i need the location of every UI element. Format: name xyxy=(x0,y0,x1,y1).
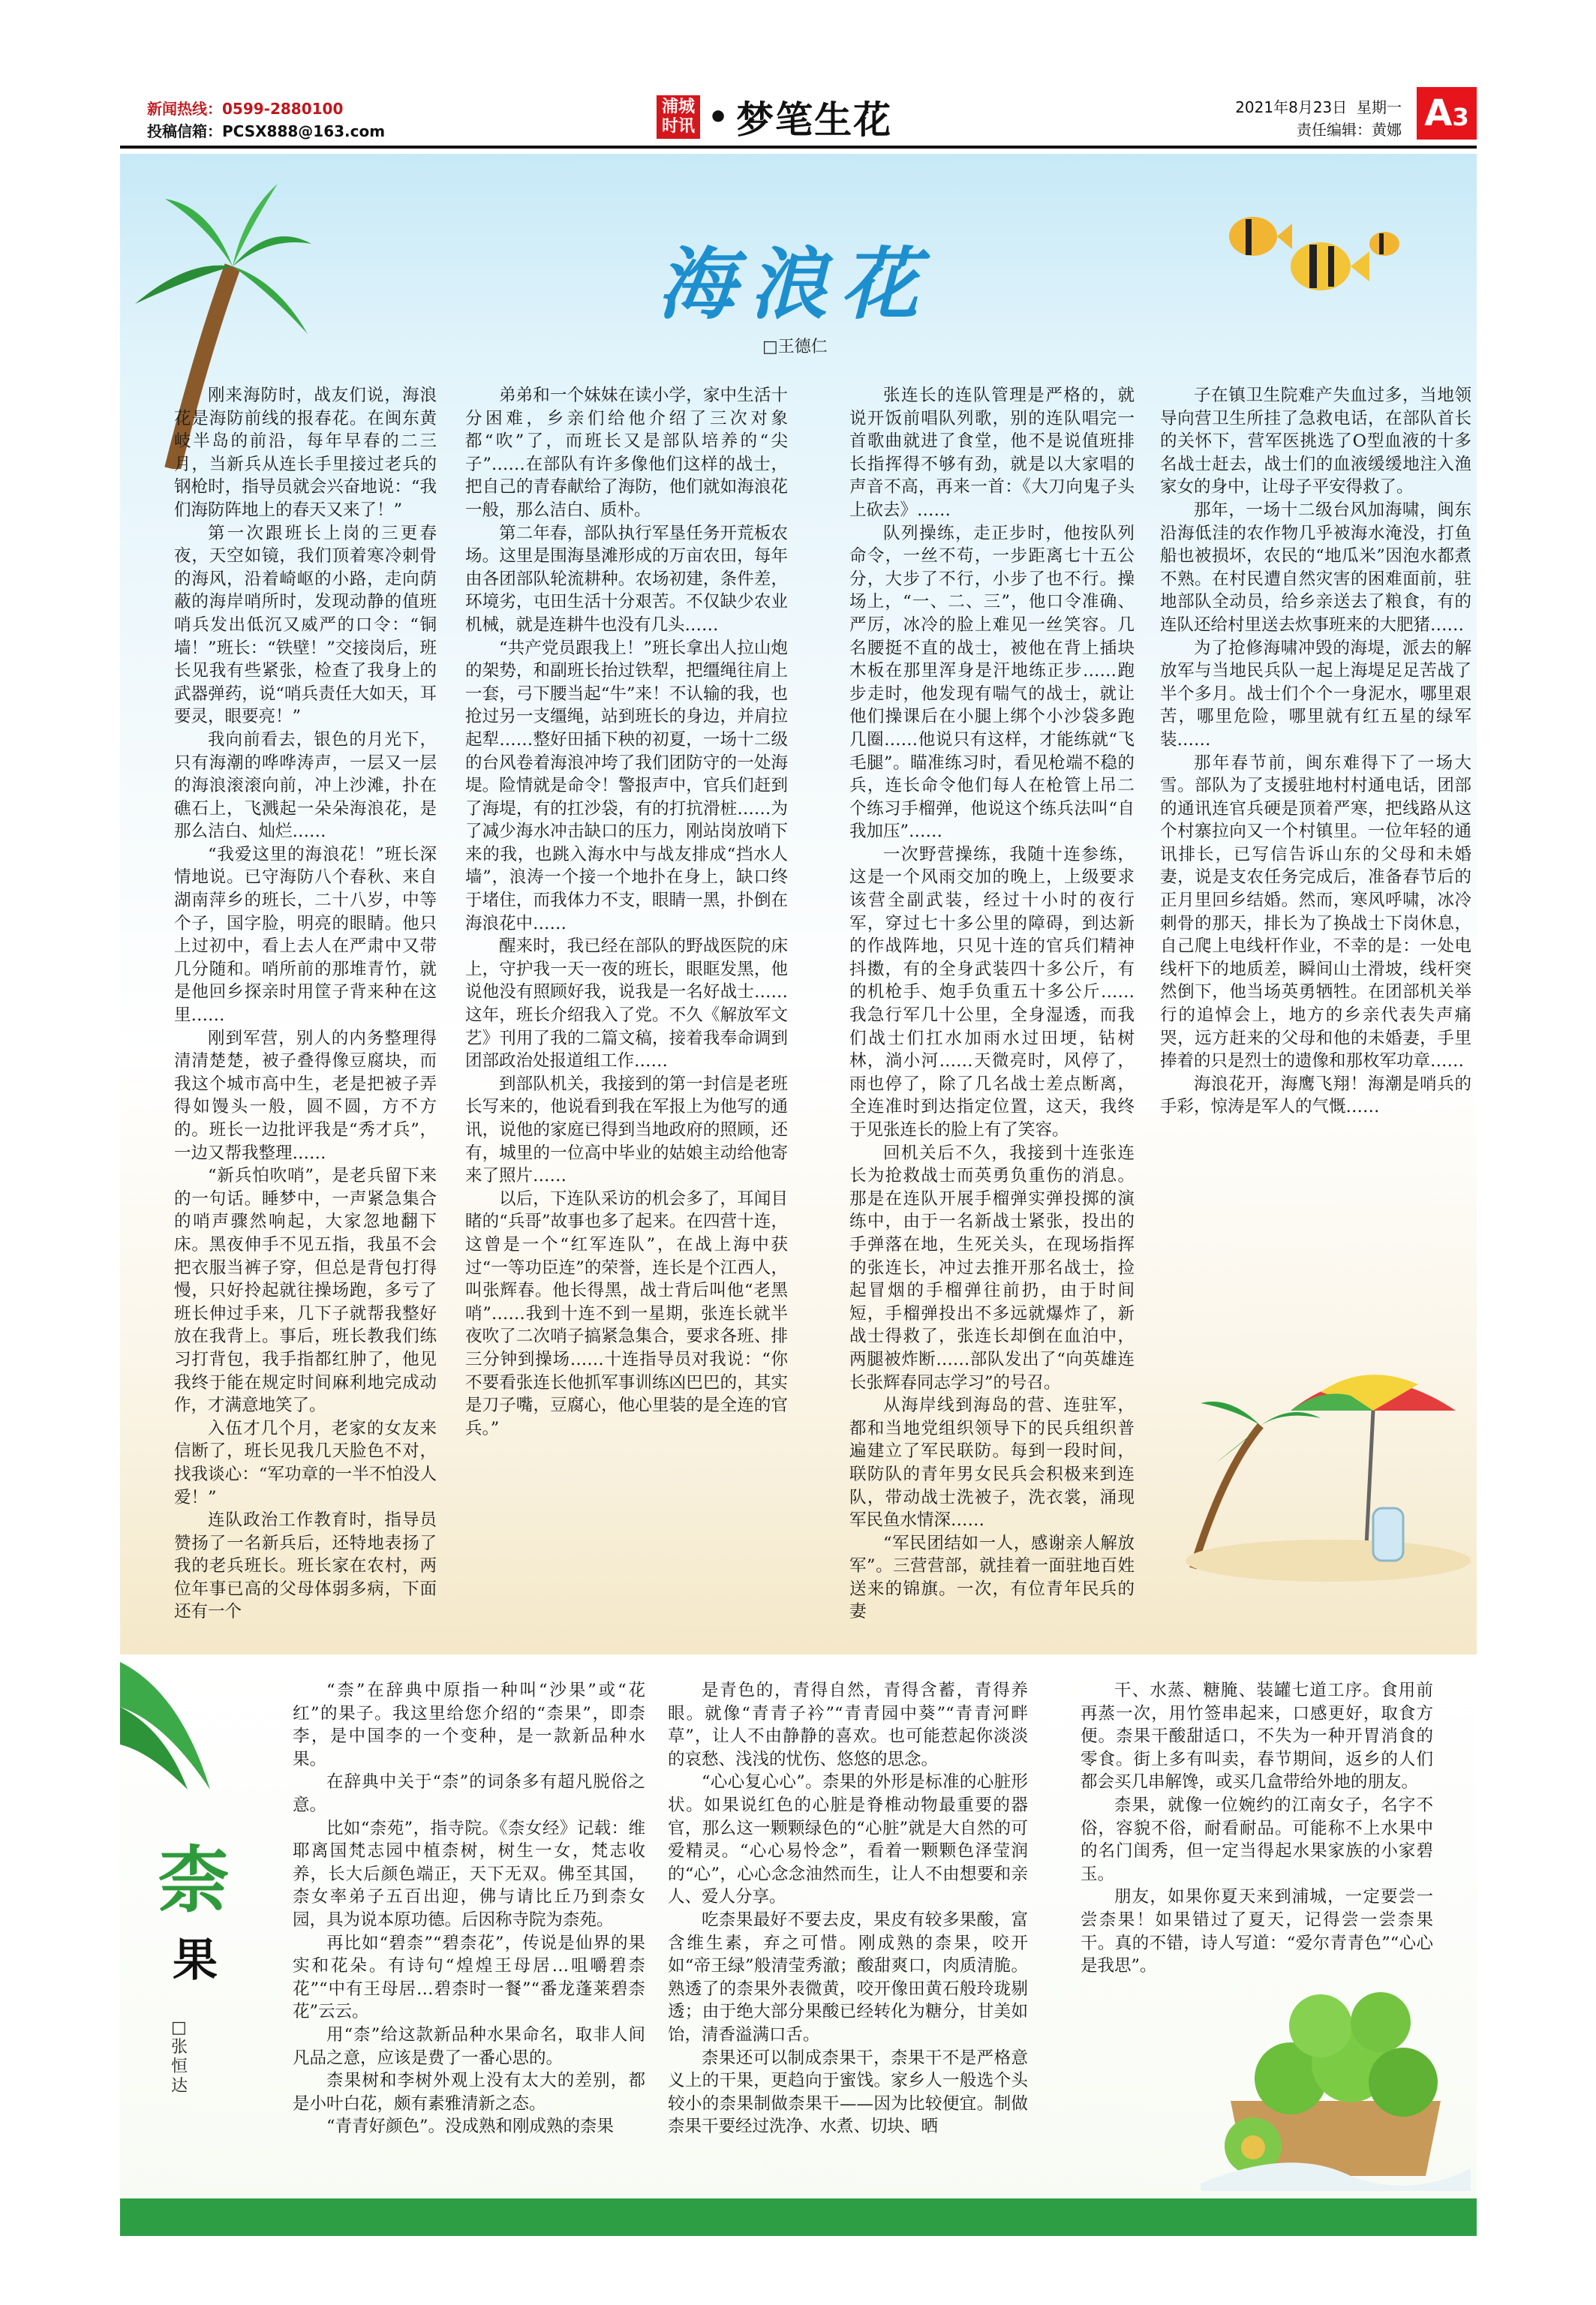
paragraph: 朋友，如果你夏天来到浦城，一定要尝一尝柰果！如果错过了夏天，记得尝一尝柰果干。真的不错，诗人写道：“爱尔青青色”“心心是我思”。 xyxy=(1081,1887,1433,1976)
page-number: 3 xyxy=(1452,103,1469,131)
paragraph: 第一次跟班长上岗的三更春夜，天空如镜，我们顶着寒冷刺骨的海风，沿着崎岖的小路，走向荫蔽的海岸哨所时，发现动静的值班哨兵发出低沉又威严的口令：“铜墙！”班长：“铁壁！”交接岗后，班长见我有些紧张，检查了我身上的武器弹药，说“哨兵责任大如天，耳要灵，眼要亮！” xyxy=(174,523,437,727)
fruit-column-1 xyxy=(293,1679,645,2138)
fruit-column-3 xyxy=(1081,1679,1433,1978)
masthead xyxy=(120,84,1477,144)
hotline-label: 新闻热线： xyxy=(147,100,222,118)
paragraph: 那年春节前，闽东难得下了一场大雪。部队为了支援驻地村村通电话，团部的通讯连官兵硬是顶着严寒，把线路从这个村寨拉向又一个村镇里。一位年轻的通讯排长，已写信告诉山东的父母和未婚妻，说是支农任务完成后，准备春节后的正月里回乡结婚。然而，寒风呼啸，冰冷刺骨的那天，排长为了换战士下岗休息，自己爬上电线杆作业，不幸的是：一处电线杆下的地质差，瞬间山土滑坡，线杆突然倒下，他当场英勇牺牲。在团部机关举行的追悼会上，地方的乡亲代表失声痛哭，远方赶来的父母和他的未婚妻，手里捧着的只是烈士的遗像和那枚军功章…… xyxy=(1160,753,1471,1071)
paragraph: “新兵怕吹哨”，是老兵留下来的一句话。睡梦中，一声紧急集合的哨声骤然响起，大家忽地翻下床。黑夜伸手不见五指，我虽不会把衣服当裤子穿，但总是背包打得慢，只好拎起就往操场跑，多亏了班长伸过手来，几下子就帮我整好放在我背上。事后，班长教我们练习打背包，我手指都红肿了，他见我终于能在规定时间麻利地完成动作，才满意地笑了。 xyxy=(174,1166,437,1416)
paragraph: 连队政治工作教育时，指导员赞扬了一名新兵后，还特地表扬了我的老兵班长。班长家在农村，两位年事已高的父母体弱多病，下面还有一个 xyxy=(174,1510,437,1622)
paragraph: 柰果还可以制成柰果干，柰果干不是严格意义上的干果，更趋向于蜜饯。家乡人一般选个头较小的柰果制做柰果干——因为比较便宜。制做柰果干要经过洗净、水煮、切块、晒 xyxy=(668,2048,1028,2137)
leaf-decoration-icon xyxy=(120,1662,218,1797)
issue-weekday: 星期一 xyxy=(1357,98,1402,116)
mail-address: PCSX888@163.com xyxy=(222,122,386,140)
paragraph: 再比如“碧柰”“碧柰花”，传说是仙界的果实和花朵。有诗句“煌煌王母居…咀嚼碧柰花”“中有王母居…碧柰时一餐”“番龙蓬莱碧柰花”云云。 xyxy=(293,1933,645,2022)
section-title: 梦笔生花 xyxy=(736,98,893,142)
article-column-4 xyxy=(1160,384,1471,1119)
issue-date: 2021年8月23日 xyxy=(1235,98,1348,116)
paragraph: 刚来海防时，战友们说，海浪花是海防前线的报春花。在闽东黄岐半岛的前沿，每年早春的二三月，当新兵从连长手里接过老兵的钢枪时，指导员就会兴奋地说：“我们海防阵地上的春天又来了！” xyxy=(174,386,437,520)
logo-text-bottom: 时讯 xyxy=(661,117,695,136)
fruit-column-2 xyxy=(668,1679,1028,2138)
article-column-1 xyxy=(174,384,437,1624)
fruit-article-subtitle: 果 xyxy=(173,1934,218,1987)
paragraph: 回机关后不久，我接到十连张连长为抢救战士而英勇负重伤的消息。那是在连队开展手榴弹实弹投掷的演练中，由于一名新战士紧张，投出的手弹落在地，生死关头，在现场指挥的张连长，冲过去推开那名战士，捡起冒烟的手榴弹往前扔，由于时间短，手榴弹投出不多远就爆炸了，新战士得救了，张连长却倒在血泊中，两腿被炸断……部队发出了“向英雄连长张辉春同志学习”的号召。 xyxy=(849,1143,1135,1393)
paragraph: 柰果，就像一位婉约的江南女子，名字不俗，容貌不俗，耐看耐品。可能称不上水果中的名门闺秀，但一定当得起水果家族的小家碧玉。 xyxy=(1081,1795,1433,1884)
mail-label: 投稿信箱： xyxy=(147,122,222,140)
paragraph: 用“柰”给这款新品种水果命名，取非人间凡品之意，应该是费了一番心思的。 xyxy=(293,2024,645,2068)
paragraph: “我爱这里的海浪花！”班长深情地说。已守海防八个春秋、来自湖南萍乡的班长，二十八岁，中等个子，国字脸，明亮的眼睛。他只上过初中，看上去人在严肃中又带几分随和。哨所前的那堆青竹，就是他回乡探亲时用筐子背来种在这里…… xyxy=(174,844,437,1026)
paragraph: 那年，一场十二级台风加海啸，闽东沿海低洼的农作物几乎被海水淹没，打鱼船也被损坏，农民的“地瓜米”因泡水都煮不熟。在村民遭自然灾害的困难面前，驻地部队全动员，给乡亲送去了粮食，有的连队还给村里送去炊事班来的大肥猪…… xyxy=(1160,500,1471,635)
article-title: 海浪花 xyxy=(657,238,933,330)
editor-credit: 责任编辑：黄娜 xyxy=(1297,121,1402,139)
paragraph: “心心复心心”。柰果的外形是标准的心脏形状。如果说红色的心脏是脊椎动物最重要的器官，那么这一颗颗绿色的“心脏”就是大自然的可爱精灵。“心心易怜念”，看着一颗颗色泽莹润的“心”，心心念念油然而生，让人不由想要和亲人、爱人分享。 xyxy=(668,1772,1028,1907)
hotline-number: 0599-2880100 xyxy=(222,100,344,118)
article-byline: □王德仁 xyxy=(762,338,828,356)
bottom-green-strip xyxy=(120,2198,1477,2236)
paragraph: “青青好颜色”。没成熟和刚成熟的柰果 xyxy=(326,2117,615,2137)
paragraph: 干、水蒸、糖腌、装罐七道工序。食用前再蒸一次，用竹签串起来，口感更好，取食方便。柰果干酸甜适口，不失为一种开胃消食的零食。街上多有叫卖，春节期间，返乡的人们都会买几串解馋，或买几盒带给外地的朋友。 xyxy=(1081,1681,1433,1793)
paragraph: 第二年春，部队执行军垦任务开荒板农场。这里是围海垦滩形成的万亩农田，每年由各团部队轮流耕种。农场初建，条件差，环境劣，屯田生活十分艰苦。不仅缺少农业机械，就是连耕牛也没有几头…… xyxy=(465,523,788,635)
paragraph: 一次野营操练，我随十连参练，这是一个风雨交加的晚上，上级要求该营全副武装，经过十小时的夜行军，穿过七十多公里的障碍，到达新的作战阵地，只见十连的官兵们精神抖擞，有的全身武装四十多公斤，有的机枪手、炮手负重五十多公斤……我急行军几十公里，全身湿透，而我们战士们扛水加雨水过田埂，钻树林，淌小河……天微亮时，风停了，雨也停了，除了几名战士差点断离，全连准时到达指定位置，这天，我终于见张连长的脸上有了笑容。 xyxy=(849,844,1135,1140)
date-info xyxy=(1235,96,1402,141)
paragraph: 入伍才几个月，老家的女友来信断了，班长见我几天脸色不对，找我谈心：“军功章的一半不怕没人爱！” xyxy=(174,1418,437,1507)
page-number-badge xyxy=(1417,87,1477,140)
paragraph: 为了抢修海啸冲毁的海堤，派去的解放军与当地民兵队一起上海堤足足苦战了半个多月。战士们个个一身泥水，哪里艰苦，哪里危险，哪里就有红五星的绿军装…… xyxy=(1160,638,1471,750)
tropical-fish-icon xyxy=(1216,203,1411,315)
contact-info xyxy=(147,98,385,143)
article-column-2 xyxy=(465,384,788,1440)
paragraph: 是青色的，青得自然，青得含蓄，青得养眼。就像“青青子衿”“青青园中葵”“青青河畔草”，让人不由静静的喜欢。也可能惹起你淡淡的哀愁、浅浅的忧伤、悠悠的思念。 xyxy=(668,1681,1028,1769)
paragraph: 吃柰果最好不要去皮，果皮有较多果酸，富含维生素，弃之可惜。刚成熟的柰果，咬开如“帝王绿”般清莹秀澈；酸甜爽口，肉质清脆。熟透了的柰果外表微黄，咬开像田黄石般玲珑剔透；由于绝大部分果酸已经转化为糖分，甘美如饴，清香溢满口舌。 xyxy=(668,1910,1028,2045)
paragraph: 柰果树和李树外观上没有太大的差别，都是小叶白花，颇有素雅清新之态。 xyxy=(293,2071,645,2114)
logo-dot: • xyxy=(708,98,729,137)
paragraph: 在辞典中关于“柰”的词条多有超凡脱俗之意。 xyxy=(293,1772,645,1815)
paragraph: 海浪花开，海鹰飞翔！海潮是哨兵的手彩，惊涛是军人的气慨…… xyxy=(1160,1074,1471,1117)
page-letter: A xyxy=(1424,92,1453,134)
logo-text-top: 浦城 xyxy=(661,98,695,116)
paragraph: 到部队机关，我接到的第一封信是老班长写来的，他说看到我在军报上为他写的通讯，说他的家庭已得到当地政府的照顾，还有，城里的一位高中毕业的姑娘主动给他寄来了照片…… xyxy=(465,1074,788,1186)
paragraph: 从海岸线到海岛的营、连驻军，都和当地党组织领导下的民兵组织普遍建立了军民联防。每到一段时间，联防队的青年男女民兵会积极来到连队，带动战士洗被子，洗衣裳，涌现军民鱼水情深…… xyxy=(849,1396,1135,1531)
paragraph: 刚到军营，别人的内务整理得清清楚楚，被子叠得像豆腐块，而我这个城市高中生，老是把被子弄得如馒头一般，圆不圆，方不方的。班长一边批评我是“秀才兵”，一边又帮我整理…… xyxy=(174,1028,437,1163)
section-logo xyxy=(657,90,892,144)
paragraph: “柰”在辞典中原指一种叫“沙果”或“花红”的果子。我这里给您介绍的“柰果”，即柰李，是中国李的一个变种，是一款新品种水果。 xyxy=(293,1681,645,1769)
paragraph: “共产党员跟我上！”班长拿出人拉山炮的架势，和副班长抬过铁犁，把缰绳往肩上一套，弓下腰当起“牛”来！不认输的我，也抢过另一支缰绳，站到班长的身边，并肩拉起犁……整好田插下秧的初夏，一场十二级的台风卷着海浪冲垮了我们团防守的一处海堤。险情就是命令！警报声中，官兵们赶到了海堤，有的扛沙袋，有的打抗滑桩……为了减少海水冲击缺口的压力，刚站岗放哨下来的我，也跳入海水中与战友排成“挡水人墙”，浪涛一个接一个地扑在身上，缺口终于堵住，而我体力不支，眼睛一黑，扑倒在海浪花中…… xyxy=(465,638,788,933)
paragraph: 弟弟和一个妹妹在读小学，家中生活十分困难，乡亲们给他介绍了三次对象都“吹”了，而班长又是部队培养的“尖子”……在部队有许多像他们这样的战士，把自己的青春献给了海防，他们就如海浪花一般，那么洁白、质朴。 xyxy=(465,386,788,520)
paragraph: 比如“柰苑”，指寺院。《柰女经》记载：维耶离国梵志园中植柰树，树生一女，梵志收养，长大后颜色端正，天下无双。佛至其国，柰女率弟子五百出迎，佛与请比丘乃到柰女园，具为说本原功德。后因称寺院为柰苑。 xyxy=(293,1818,645,1930)
paragraph: 张连长的连队管理是严格的，就说开饭前唱队列歌，别的连队唱完一首歌曲就进了食堂，他不是说值班排长指挥得不够有劲，就是以大家唱的声音不高，再来一首：《大刀向鬼子头上砍去》…… xyxy=(849,386,1135,520)
paragraph: 我向前看去，银色的月光下，只有海潮的哗哗涛声，一层又一层的海浪滚滚向前，冲上沙滩，扑在礁石上，飞溅起一朵朵海浪花，是那么洁白、灿烂…… xyxy=(174,729,437,842)
article-column-3 xyxy=(849,384,1135,1624)
paper-logo xyxy=(657,95,700,139)
paragraph: 队列操练，走正步时，他按队列命令，一丝不苟，一步距离七十五公分，大步了不行，小步了也不行。操场上，“一、二、三”，他口令准确、严厉，冰冷的脸上难见一丝笑容。几名腰挺不直的战士，被他在背上插块木板在那里浑身是汗地练正步……跑步走时，他发现有喘气的战士，就让他们操课后在小腿上绑个小沙袋多跑几圈……他说只有这样，才能练就“飞毛腿”。瞄准练习时，看见枪端不稳的兵，连长命令他们每人在枪管上吊二个练习手榴弹，他说这个练兵法叫“自我加压”…… xyxy=(849,523,1135,842)
green-plums-illustration xyxy=(1201,1951,1471,2191)
paragraph: “军民团结如一人，感谢亲人解放军”。三营营部，就挂着一面驻地百姓送来的锦旗。一次，有位青年民兵的妻 xyxy=(849,1533,1135,1622)
beach-umbrella-icon xyxy=(1171,1321,1486,1591)
paragraph: 子在镇卫生院难产失血过多，当地领导向营卫生所挂了急救电话，在部队首长的关怀下，营军医挑选了O型血液的十多名战士赶去，战士们的血液缓缓地注入渔家女的身中，让母子平安得救了。 xyxy=(1160,386,1471,497)
masthead-rule xyxy=(120,146,1477,149)
paragraph: 醒来时，我已经在部队的野战医院的床上，守护我一天一夜的班长，眼眶发黑，他说他没有照顾好我，说我是一名好战士……这年，班长介绍我入了党。不久《解放军文艺》刊用了我的二篇文稿，接着我奉命调到团部政治处报道组工作…… xyxy=(465,936,788,1071)
paragraph: 以后，下连队采访的机会多了，耳闻目睹的“兵哥”故事也多了起来。在四营十连，这曾是一个“红军连队”，在战上海中获过“一等功臣连”的荣誉，连长是个江西人，叫张辉春。他长得黑，战士背后叫他“老黑哨”……我到十连不到一星期，张连长就半夜吹了二次哨子搞紧急集合，要求各班、排三分钟到操场……十连指导员对我说：“你不要看张连长他抓军事训练凶巴巴的，其实是刀子嘴，豆腐心，他心里装的是全连的官兵。” xyxy=(465,1189,788,1438)
fruit-article-byline: □张恒达 xyxy=(171,2018,188,2096)
fruit-article-title: 柰 xyxy=(158,1838,230,1922)
